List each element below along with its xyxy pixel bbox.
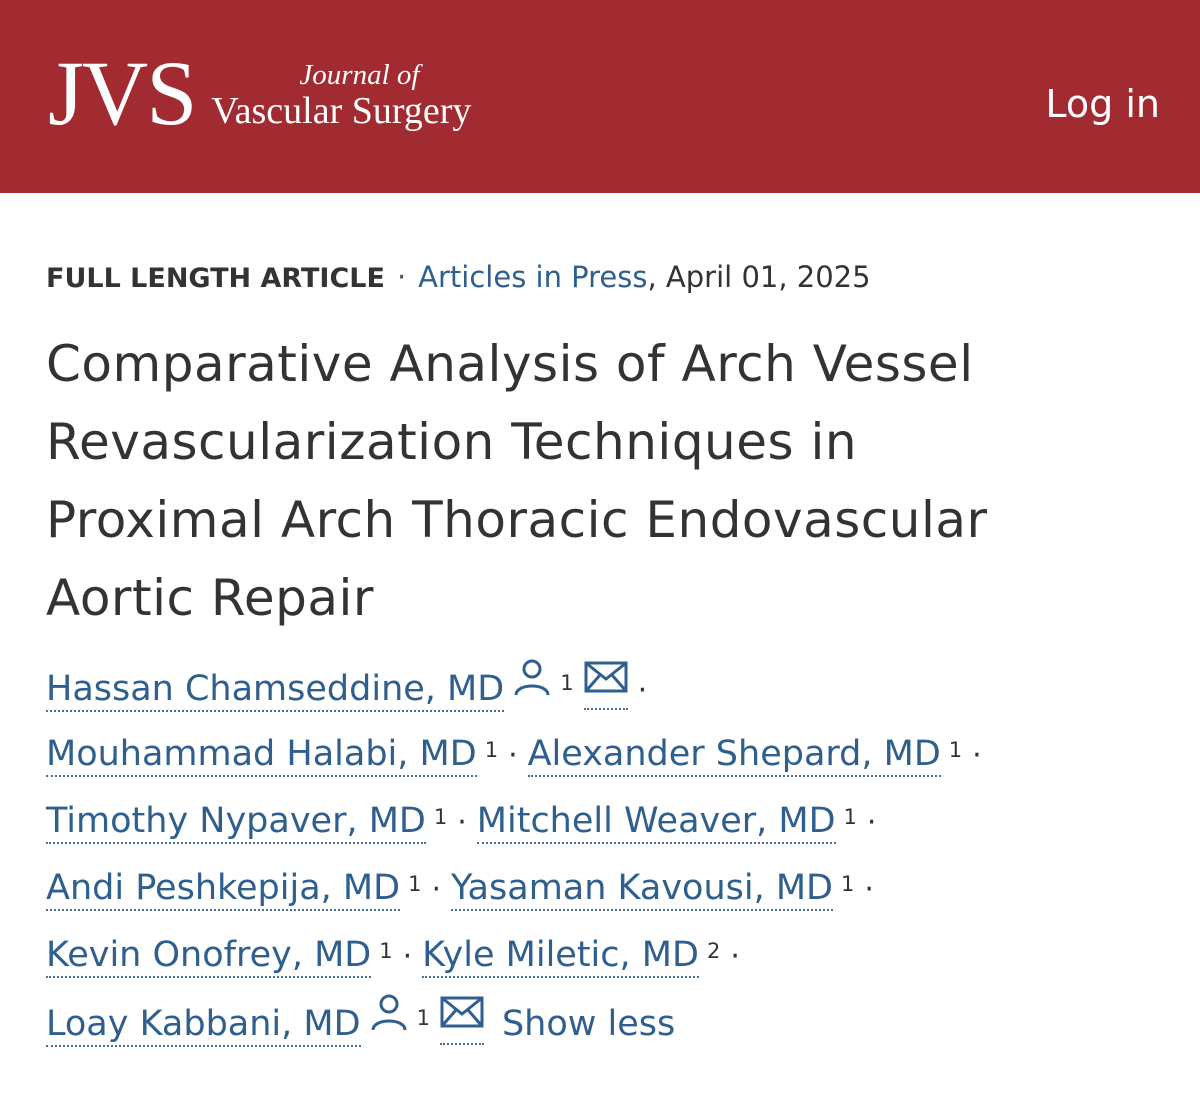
- title-line: Revascularization Techniques in: [46, 413, 858, 471]
- logo-name-text: Vascular Surgery: [211, 90, 472, 132]
- author-separator: ·: [864, 872, 874, 907]
- author-link[interactable]: Kevin Onofrey, MD: [46, 935, 371, 978]
- author-row: [46, 931, 1166, 998]
- mail-icon[interactable]: [440, 993, 484, 1045]
- author-link[interactable]: Hassan Chamseddine, MD: [46, 669, 504, 712]
- login-link[interactable]: Log in: [1045, 82, 1160, 126]
- person-icon[interactable]: [512, 657, 552, 710]
- affiliation-number: 1: [560, 671, 574, 695]
- logo-text: [211, 60, 471, 132]
- affiliation-number: 1: [484, 738, 499, 762]
- author-separator: ·: [866, 805, 877, 840]
- author-separator: ·: [508, 738, 518, 773]
- logo-mark: JVS: [48, 42, 196, 144]
- author-link[interactable]: Alexander Shepard, MD: [528, 734, 941, 777]
- article-meta: [46, 255, 1166, 301]
- author-separator: ·: [637, 672, 648, 708]
- title-line: Comparative Analysis of Arch Vessel: [46, 335, 974, 393]
- author-separator: ·: [457, 805, 467, 840]
- person-icon[interactable]: [369, 992, 409, 1045]
- author-link[interactable]: Mouhammad Halabi, MD: [46, 734, 477, 777]
- title-line: Aortic Repair: [46, 569, 374, 627]
- affiliation-number: 1: [433, 805, 448, 829]
- articles-in-press-link[interactable]: Articles in Press: [418, 260, 648, 294]
- author-separator: ·: [730, 939, 740, 974]
- affiliation-number: 1: [841, 872, 855, 896]
- affiliation-number: 1: [408, 872, 422, 896]
- author-separator: ·: [431, 872, 441, 907]
- article-title: [46, 325, 1166, 637]
- mail-icon[interactable]: [584, 658, 628, 710]
- author-row: [46, 864, 1166, 931]
- author-separator: ·: [402, 939, 413, 974]
- author-row: [46, 663, 1166, 730]
- author-list: [46, 663, 1166, 1065]
- author-link[interactable]: Kyle Miletic, MD: [422, 935, 699, 978]
- affiliation-number: 1: [416, 1006, 430, 1030]
- title-line: Proximal Arch Thoracic Endovascular: [46, 491, 988, 549]
- publication-date: , April 01, 2025: [647, 260, 871, 294]
- article-header: [46, 255, 1166, 1065]
- article-type: FULL LENGTH ARTICLE: [46, 263, 385, 294]
- author-row: [46, 730, 1166, 797]
- meta-separator: ·: [396, 260, 407, 294]
- affiliation-number: 1: [379, 939, 393, 963]
- author-link[interactable]: Andi Peshkepija, MD: [46, 868, 400, 911]
- author-link[interactable]: Yasaman Kavousi, MD: [451, 868, 833, 911]
- author-row: [46, 998, 1166, 1065]
- site-header: [0, 0, 1200, 193]
- author-link[interactable]: Loay Kabbani, MD: [46, 1004, 361, 1047]
- affiliation-number: 1: [843, 805, 857, 829]
- author-link[interactable]: Mitchell Weaver, MD: [477, 801, 836, 844]
- logo-journal-text: Journal of: [299, 59, 420, 91]
- show-less-button[interactable]: Show less: [501, 1003, 676, 1044]
- author-link[interactable]: Timothy Nypaver, MD: [46, 801, 426, 844]
- journal-logo[interactable]: [48, 42, 472, 144]
- author-separator: ·: [972, 738, 982, 773]
- affiliation-number: 2: [706, 939, 721, 963]
- affiliation-number: 1: [948, 738, 963, 762]
- author-row: [46, 797, 1166, 864]
